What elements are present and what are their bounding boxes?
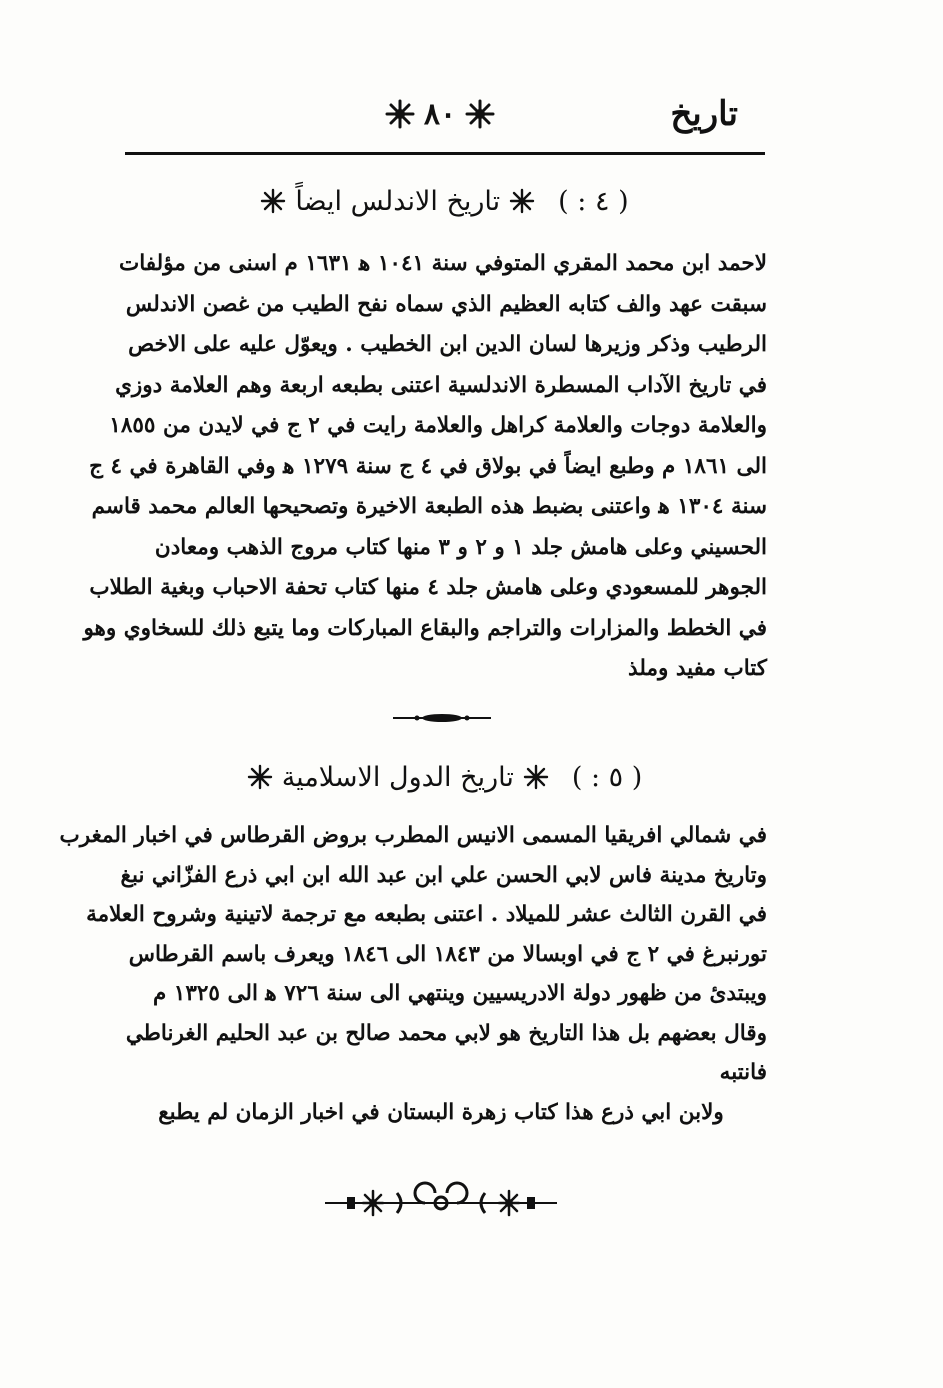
ornament-star-icon [524,765,548,789]
running-title: تاريخ [670,94,738,134]
text-line: تورنبرغ في ٢ ج في اوبسالا من ١٨٤٣ الى ١٨٤٦ ويعرف باسم القرطاس [128,941,767,967]
text-line: في تاريخ الآداب المسطرة الاندلسية اعتنى بطبعه اربعة وهم العلامة دوزي [115,372,767,398]
section-body-4 [83,244,767,690]
text-line: لاحمد ابن محمد المقري المتوفي سنة ١٠٤١ ﻫ ١٦٣١ م اسنى من مؤلفات [118,251,767,276]
section-title: تاريخ الدول الاسلامية [281,761,514,793]
header-rule [125,152,765,155]
section-body-5 [59,816,767,1132]
text-line: سنة ١٣٠٤ ﻫ واعتنى بضبط هذه الطبعة الاخيرة وتصحيحها العالم محمد قاسم [91,494,767,519]
text-line: الجوهر للمسعودي وعلى هامش جلد ٤ منها كتاب تحفة الاحباب وبغية الطلاب [89,575,767,600]
ornament-star-icon [261,189,285,213]
text-line: والعلامة دوجات والعلامة كراهل والعلامة رايت في ٢ ج في لايدن من ١٨٥٥ [109,413,767,438]
text-line: فانتبه [719,1060,767,1085]
text-line: في الخطط والمزارات والتراجم والبقاع المباركات وما يتبع ذلك للسخاوي وهو [83,615,767,641]
text-line: وتاريخ مدينة فاس لابي الحسن علي ابن عبد الله ابن ابي ذرع الفزّاني نبغ [120,862,767,888]
section-number: ( ٥ : ) [571,761,643,793]
text-line: ويبتدئ من ظهور دولة الادريسيين وينتهي الى سنة ٧٢٦ ﻫ الى ١٣٢٥ م [152,981,767,1006]
ornament-star-icon [248,765,272,789]
text-line: الى ١٨٦١ م وطبع ايضاً في بولاق في ٤ ج سنة ١٢٧٩ ﻫ وفي القاهرة في ٤ ج [89,453,767,479]
divider-ornament-icon [393,712,491,724]
section-heading-4 [125,178,765,224]
text-line: وقال بعضهم بل هذا التاريخ هو لابي محمد صالح بن عبد الحليم الغرناطي [125,1020,767,1046]
ornament-star-icon [385,99,415,129]
page-number: ٨٠ [423,96,457,132]
closing-line: ولابن ابي ذرع هذا كتاب زهرة البستان في اخبار الزمان لم يطبع [158,1099,724,1125]
text-line: كتاب مفيد وملذ [628,656,767,681]
text-line: الحسيني وعلى هامش جلد ١ و ٢ و ٣ منها كتاب مروج الذهب ومعادن [154,534,767,560]
page-number-group [385,92,495,136]
text-line: سبقت عهد والف كتابه العظيم الذي سماه نفح الطيب من غصن الاندلس [125,291,767,317]
section-title: تاريخ الاندلس ايضاً [295,185,501,217]
ornament-star-icon [465,99,495,129]
section-heading-5 [125,754,765,800]
text-line: الرطيب وذكر وزيرها لسان الدين ابن الخطيب . ويعوّل عليه على الاخص [128,332,767,357]
text-line: في شمالي افريقيا المسمى الانيس المطرب بروض القرطاس في اخبار المغرب [59,823,767,848]
text-line: في القرن الثالث عشر للميلاد . اعتنى بطبعه مع ترجمة لاتينية وشروح العلامة [86,902,767,927]
tailpiece-ornament-icon [325,1183,557,1223]
ornament-star-icon [510,189,534,213]
running-head [0,88,943,148]
section-number: ( ٤ : ) [558,185,629,217]
